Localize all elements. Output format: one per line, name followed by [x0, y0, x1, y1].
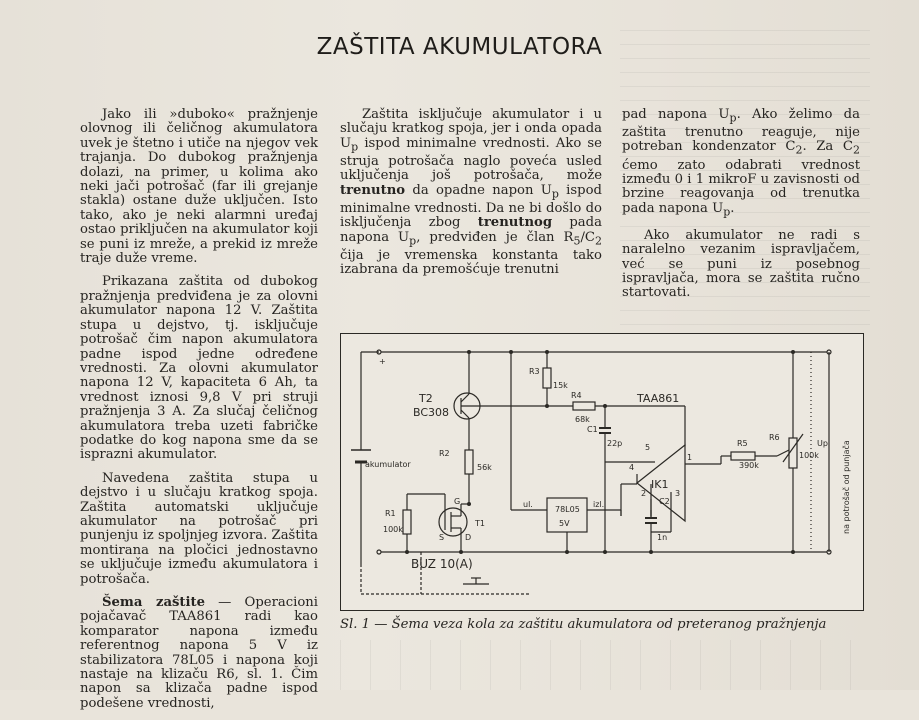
text-run: ispod minimalne vrednosti. Da ne bi došlo do isključenja zbog [340, 182, 602, 231]
terminal [377, 550, 381, 554]
subscript: 2 [795, 144, 803, 158]
text-run: pada napona U [340, 215, 602, 245]
page-title: ZAŠTITA AKUMULATORA [316, 34, 603, 60]
subscript: 5 [573, 234, 581, 248]
text-run: Zaštita isključuje akumulator i u slučaju kratkog spoja, jer i onda opada U [340, 107, 602, 151]
junction [467, 350, 471, 354]
paragraph: Navedena zaštita stupa u dejstvo i u slučaju kratkog spoja. Zaštita automatski uključuje akumulator na potrošač pri punjenju iz spoljnjeg izvora. Zaštita montirana na pločici jednostavno se uključuje između akumulatora i potrošača. [80, 470, 318, 587]
label-pin5: 5 [645, 443, 651, 452]
label-r6-name: R6 [769, 433, 780, 442]
text-run: ispod minimalne vrednosti. Ako se struja potrošača naglo poveća usled uključenja još potrošača, može [340, 135, 602, 184]
subscript: 2 [853, 144, 860, 158]
label-ik1: IK1 [651, 478, 669, 491]
bold-term: trenutno [340, 182, 406, 198]
label-pin-d: D [465, 533, 472, 542]
subscript: p [723, 205, 731, 219]
paragraph [340, 108, 602, 277]
resistor-r5 [731, 452, 755, 460]
label-c1-val: 22p [607, 439, 623, 448]
section-heading: Šema zaštite [102, 595, 206, 610]
text-run: ćemo zato odabrati vrednost između 0 i 1 mikroF u zavisnosti od brzine reagovanja od trenutka pada napona U [622, 157, 860, 216]
circuit-diagram [340, 333, 864, 611]
resistor-r2 [465, 450, 473, 474]
label-reg-name: 78L05 [555, 505, 580, 514]
junction [405, 550, 409, 554]
label-reg-val: 5V [559, 519, 570, 528]
junction [545, 404, 549, 408]
label-side: na potrošač od punjača [842, 440, 851, 534]
label-t2-type: BC308 [413, 406, 450, 419]
paragraph-text: — Operacioni pojačavač TAA861 radi kao komparator napona između referentnog napona 5 V iz stabilizatora 78L05 i napona koji nastaje na klizaču R6, sl. 1. Čim napon sa klizača padne ispod podešene vrednosti, [80, 595, 318, 711]
subscript: p [551, 187, 559, 201]
label-r3-val: 15k [553, 381, 568, 390]
label-pin3: 3 [675, 489, 681, 498]
subscript: 2 [595, 234, 602, 248]
label-fet-type: BUZ 10(A) [411, 557, 473, 571]
label-up: Up [817, 439, 828, 448]
label-reg-out: izl. [593, 500, 605, 509]
junction [603, 550, 607, 554]
bold-term: trenutnog [477, 215, 553, 231]
paragraph: Prikazana zaštita od dubokog pražnjenja predviđena je za olovni akumulator napona 12 V. Zaštita stupa u dejstvo, tj. isključuje potrošač čim napon akumulatora padne ispod jedne određene vrednosti. Za olovni akumulator napona 12 V, kapaciteta 6 Ah, ta vrednost iznosi 9,8 V pri struji pražnjenja 3 A. Za slučaj čeličnog akumulatora treba uzeti fabričke podatke do kog napona sme da se isprazni akumulator. [80, 274, 318, 463]
text-column-2 [340, 108, 602, 286]
paragraph: Jako ili »duboko« pražnjenje olovnog ili čeličnog akumulatora uvek je štetno i utiče na njegov vek trajanja. Do dubokog pražnjenja dolazi, na primer, u kolima ako neki jači potrošač (far ili grejanje stakla) ostane duže uključen. Isto tako, ako je neki alarmni uređaj ostao priključen na akumulator koji se puni iz mreže, a prekid iz mreže traje duže vreme. [80, 107, 318, 267]
junction [545, 350, 549, 354]
label-c2-val: 1n [657, 533, 668, 542]
label-r1-val: 100k [383, 525, 403, 534]
text-run: /C [580, 229, 595, 245]
label-t1-name: T1 [475, 519, 485, 528]
label-pin-g: G [454, 497, 461, 506]
junction [565, 550, 569, 554]
label-pin4: 4 [629, 463, 635, 472]
subscript: p [729, 111, 737, 125]
label-plus: + [379, 357, 386, 366]
junction [459, 550, 463, 554]
label-pin1: 1 [687, 453, 693, 462]
text-run: , predviđen je član R [416, 229, 574, 245]
resistor-r3 [543, 368, 551, 388]
subscript: p [351, 140, 359, 154]
label-c1-name: C1 [587, 425, 598, 434]
paragraph [622, 108, 860, 220]
label-ic: TAA861 [637, 392, 680, 405]
label-r6-val: 100k [799, 451, 819, 460]
label-reg-in: ul. [523, 500, 533, 509]
figure-caption: Sl. 1 — Šema veza kola za zaštitu akumulatora od preteranog pražnjenja [340, 617, 827, 632]
label-t2-name: T2 [419, 392, 433, 405]
label-r4-name: R4 [571, 391, 582, 400]
label-battery: akumulator [365, 460, 411, 469]
resistor-r4 [573, 402, 595, 410]
label-r1-name: R1 [385, 509, 396, 518]
junction [467, 502, 471, 506]
junction [649, 550, 653, 554]
junction [791, 350, 795, 354]
label-r2-val: 56k [477, 463, 492, 472]
label-pin-s: S [439, 533, 445, 542]
text-column-1 [80, 108, 318, 720]
paragraph: Ako akumulator ne radi s naralelno vezanim ispravljačem, već se puni iz posebnog ispravljača, mora se zaštita ručno startovati. [622, 227, 860, 301]
text-run: da opadne napon U [405, 182, 552, 198]
label-pin2: 2 [641, 489, 647, 498]
text-run: pad napona U [622, 107, 730, 122]
label-r5-val: 390k [739, 461, 759, 470]
mosfet-t1 [439, 508, 467, 536]
label-r3-name: R3 [529, 367, 540, 376]
resistor-r1 [403, 510, 411, 534]
text-run: . Za C [802, 139, 853, 155]
subscript: p [409, 234, 417, 248]
text-run: čija je vremenska konstanta tako izabrana da premošćuje trenutni [340, 247, 602, 277]
label-r4-val: 68k [575, 415, 590, 424]
junction [509, 350, 513, 354]
text-column-3 [622, 108, 860, 310]
label-r2-name: R2 [439, 449, 450, 458]
show-through-text-bottom [340, 640, 880, 690]
label-c2-name: C2 [659, 497, 670, 506]
potentiometer-r6 [789, 438, 797, 468]
junction [603, 404, 607, 408]
text-run: . [730, 200, 735, 216]
text-run: . Ako želimo da zaštita trenutno reaguje, nije potreban kondenzator C [622, 107, 860, 155]
circuit-schematic [341, 334, 863, 610]
paragraph [80, 596, 318, 711]
label-r5-name: R5 [737, 439, 748, 448]
junction [791, 550, 795, 554]
